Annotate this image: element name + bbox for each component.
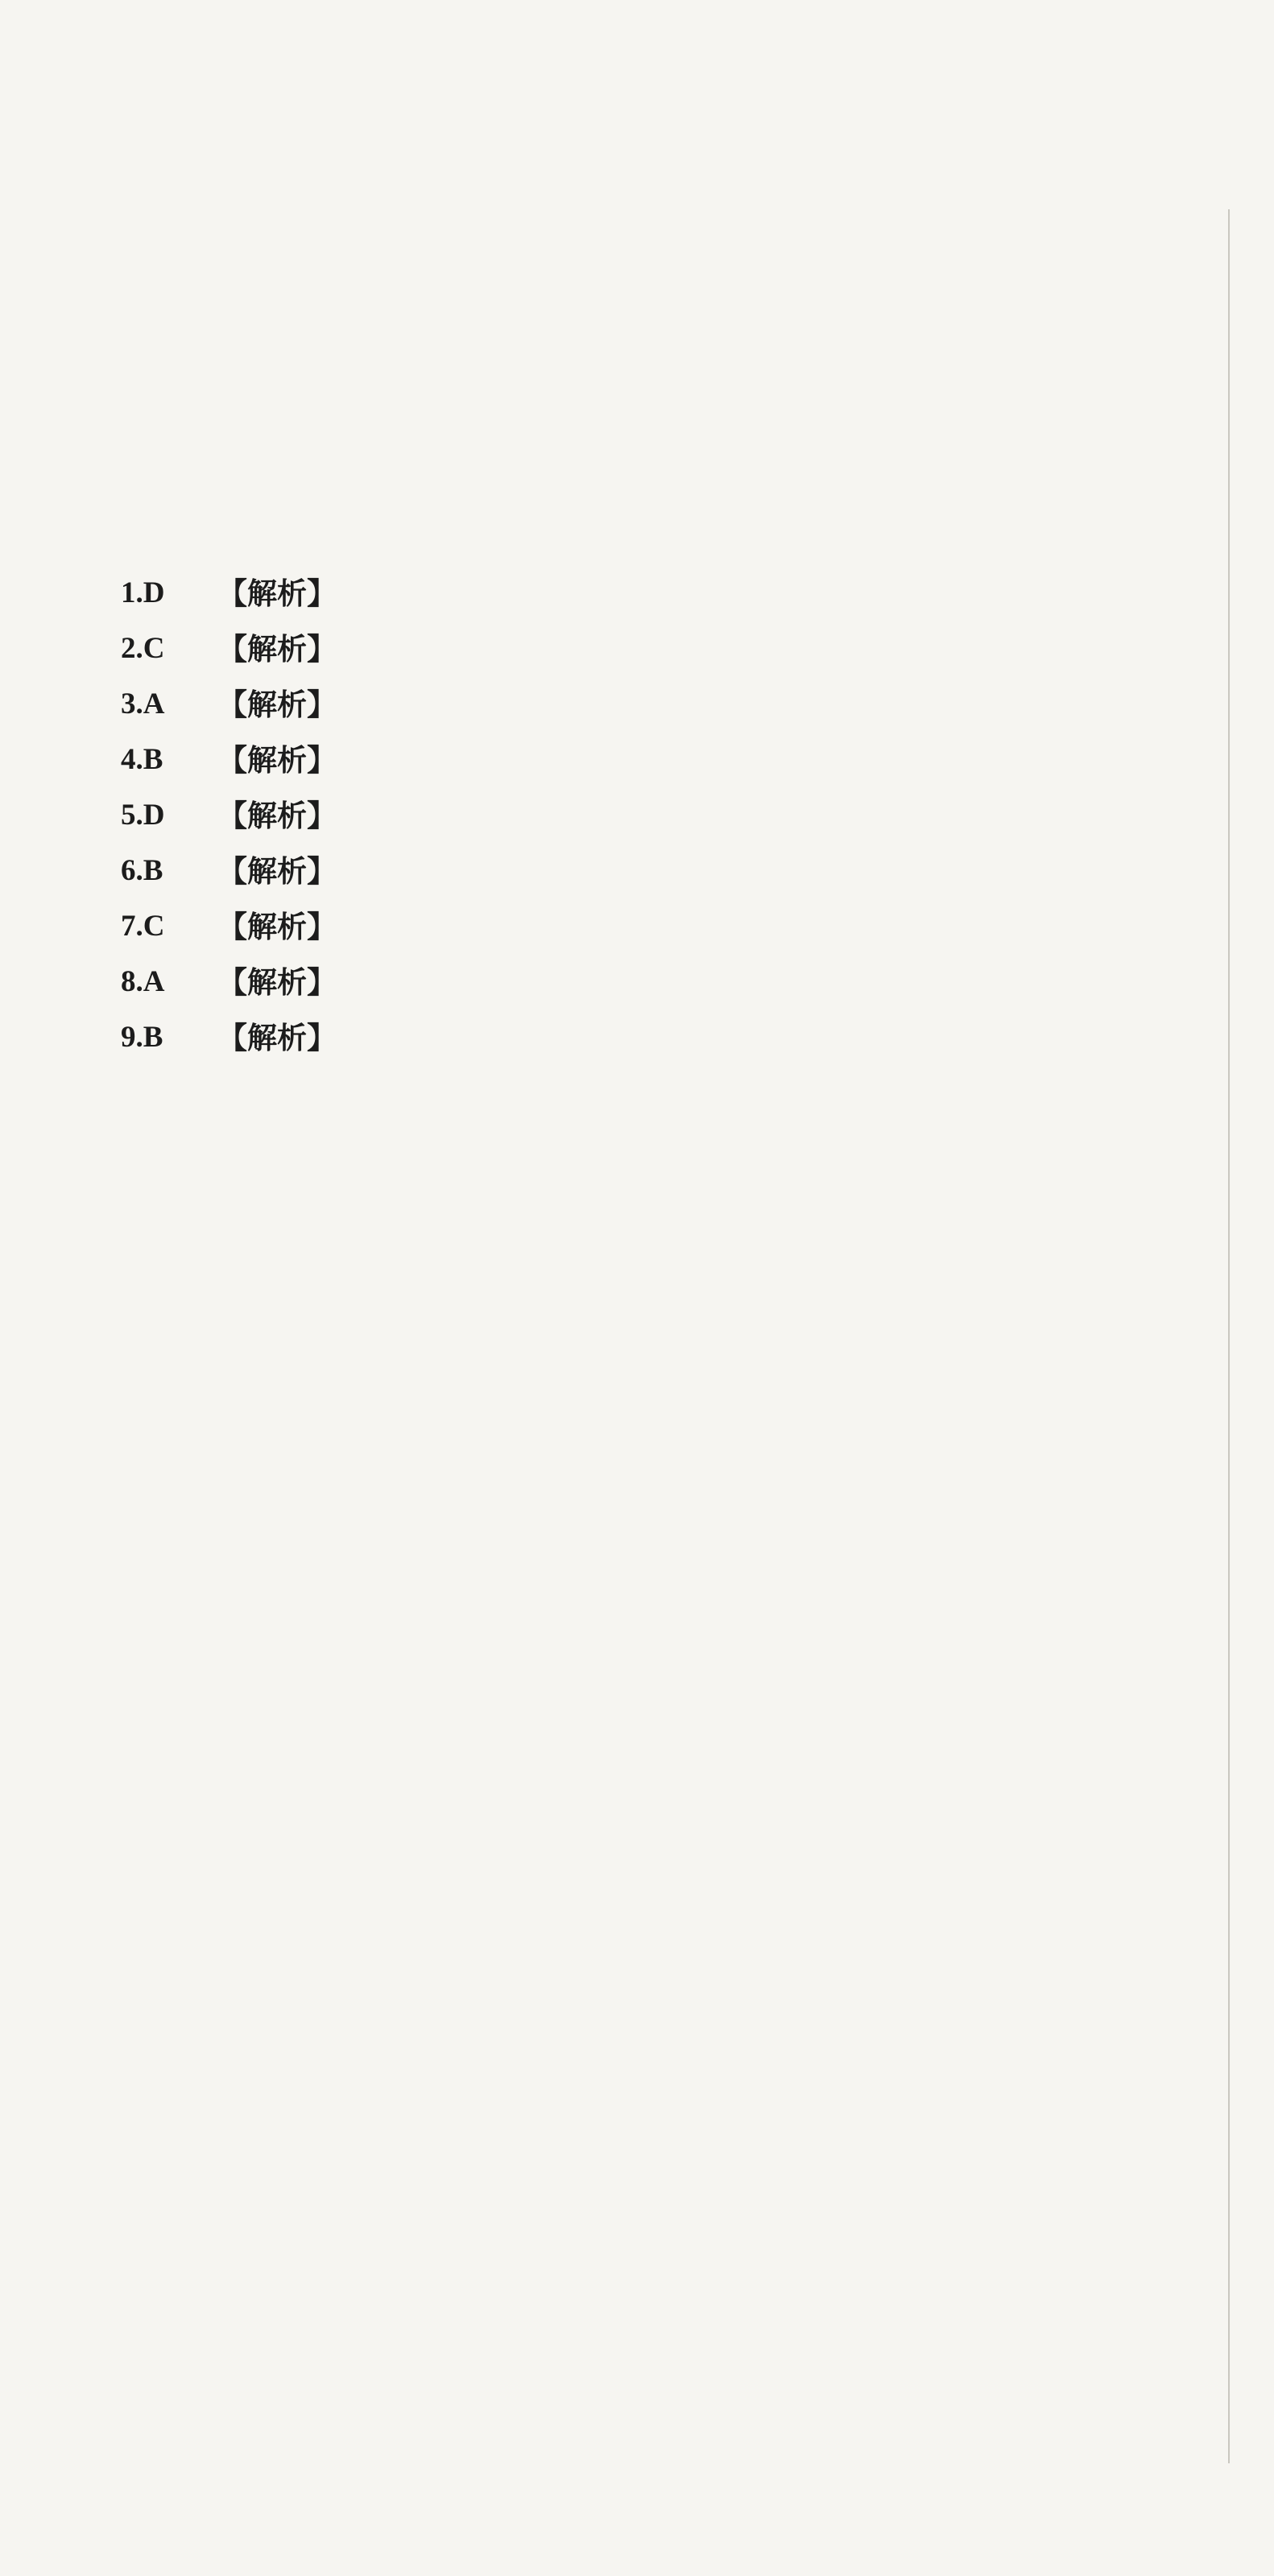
answer-list bbox=[121, 568, 1202, 1063]
explanation-tag: 【解析】 bbox=[217, 742, 337, 778]
explanation-tag: 【解析】 bbox=[217, 853, 337, 889]
answer-number: 9.B bbox=[121, 1021, 163, 1054]
answer-number: 7.C bbox=[121, 910, 165, 943]
answer-entry bbox=[121, 846, 1202, 897]
binding-edge-line bbox=[1228, 209, 1230, 2463]
answer-number: 3.A bbox=[121, 687, 165, 720]
answer-entry bbox=[121, 624, 1202, 675]
answer-number: 4.B bbox=[121, 743, 163, 776]
answer-explanation bbox=[217, 624, 1202, 675]
section-instructions bbox=[121, 464, 1202, 564]
answer-explanation bbox=[217, 902, 1202, 952]
explanation-tag: 【解析】 bbox=[217, 798, 337, 833]
explanation-tag: 【解析】 bbox=[217, 964, 337, 1000]
answer-number: 2.C bbox=[121, 632, 165, 665]
answer-entry bbox=[121, 735, 1202, 786]
answer-entry bbox=[121, 679, 1202, 730]
explanation-tag: 【解析】 bbox=[217, 909, 337, 944]
explanation-tag: 【解析】 bbox=[217, 1020, 337, 1055]
answer-number: 5.D bbox=[121, 799, 165, 832]
answer-explanation bbox=[217, 957, 1202, 1008]
answer-number: 8.A bbox=[121, 965, 165, 998]
answer-entry bbox=[121, 568, 1202, 619]
explanation-tag: 【解析】 bbox=[217, 576, 337, 611]
page-number bbox=[0, 2439, 1274, 2478]
answer-entry bbox=[121, 902, 1202, 952]
page-title bbox=[121, 185, 1202, 251]
answer-number: 1.D bbox=[121, 576, 165, 609]
explanation-tag: 【解析】 bbox=[217, 631, 337, 667]
answer-explanation bbox=[217, 846, 1202, 897]
answer-number: 6.B bbox=[121, 854, 163, 887]
explanation-tag: 【解析】 bbox=[217, 687, 337, 722]
answer-entry bbox=[121, 957, 1202, 1008]
answer-explanation bbox=[217, 1013, 1202, 1063]
answer-explanation bbox=[217, 735, 1202, 786]
volume-heading bbox=[121, 398, 1202, 449]
exam-title bbox=[121, 324, 1202, 386]
answer-entry bbox=[121, 791, 1202, 841]
answer-explanation bbox=[217, 568, 1202, 619]
answer-explanation bbox=[217, 679, 1202, 730]
answer-explanation bbox=[217, 791, 1202, 841]
answer-entry bbox=[121, 1013, 1202, 1063]
